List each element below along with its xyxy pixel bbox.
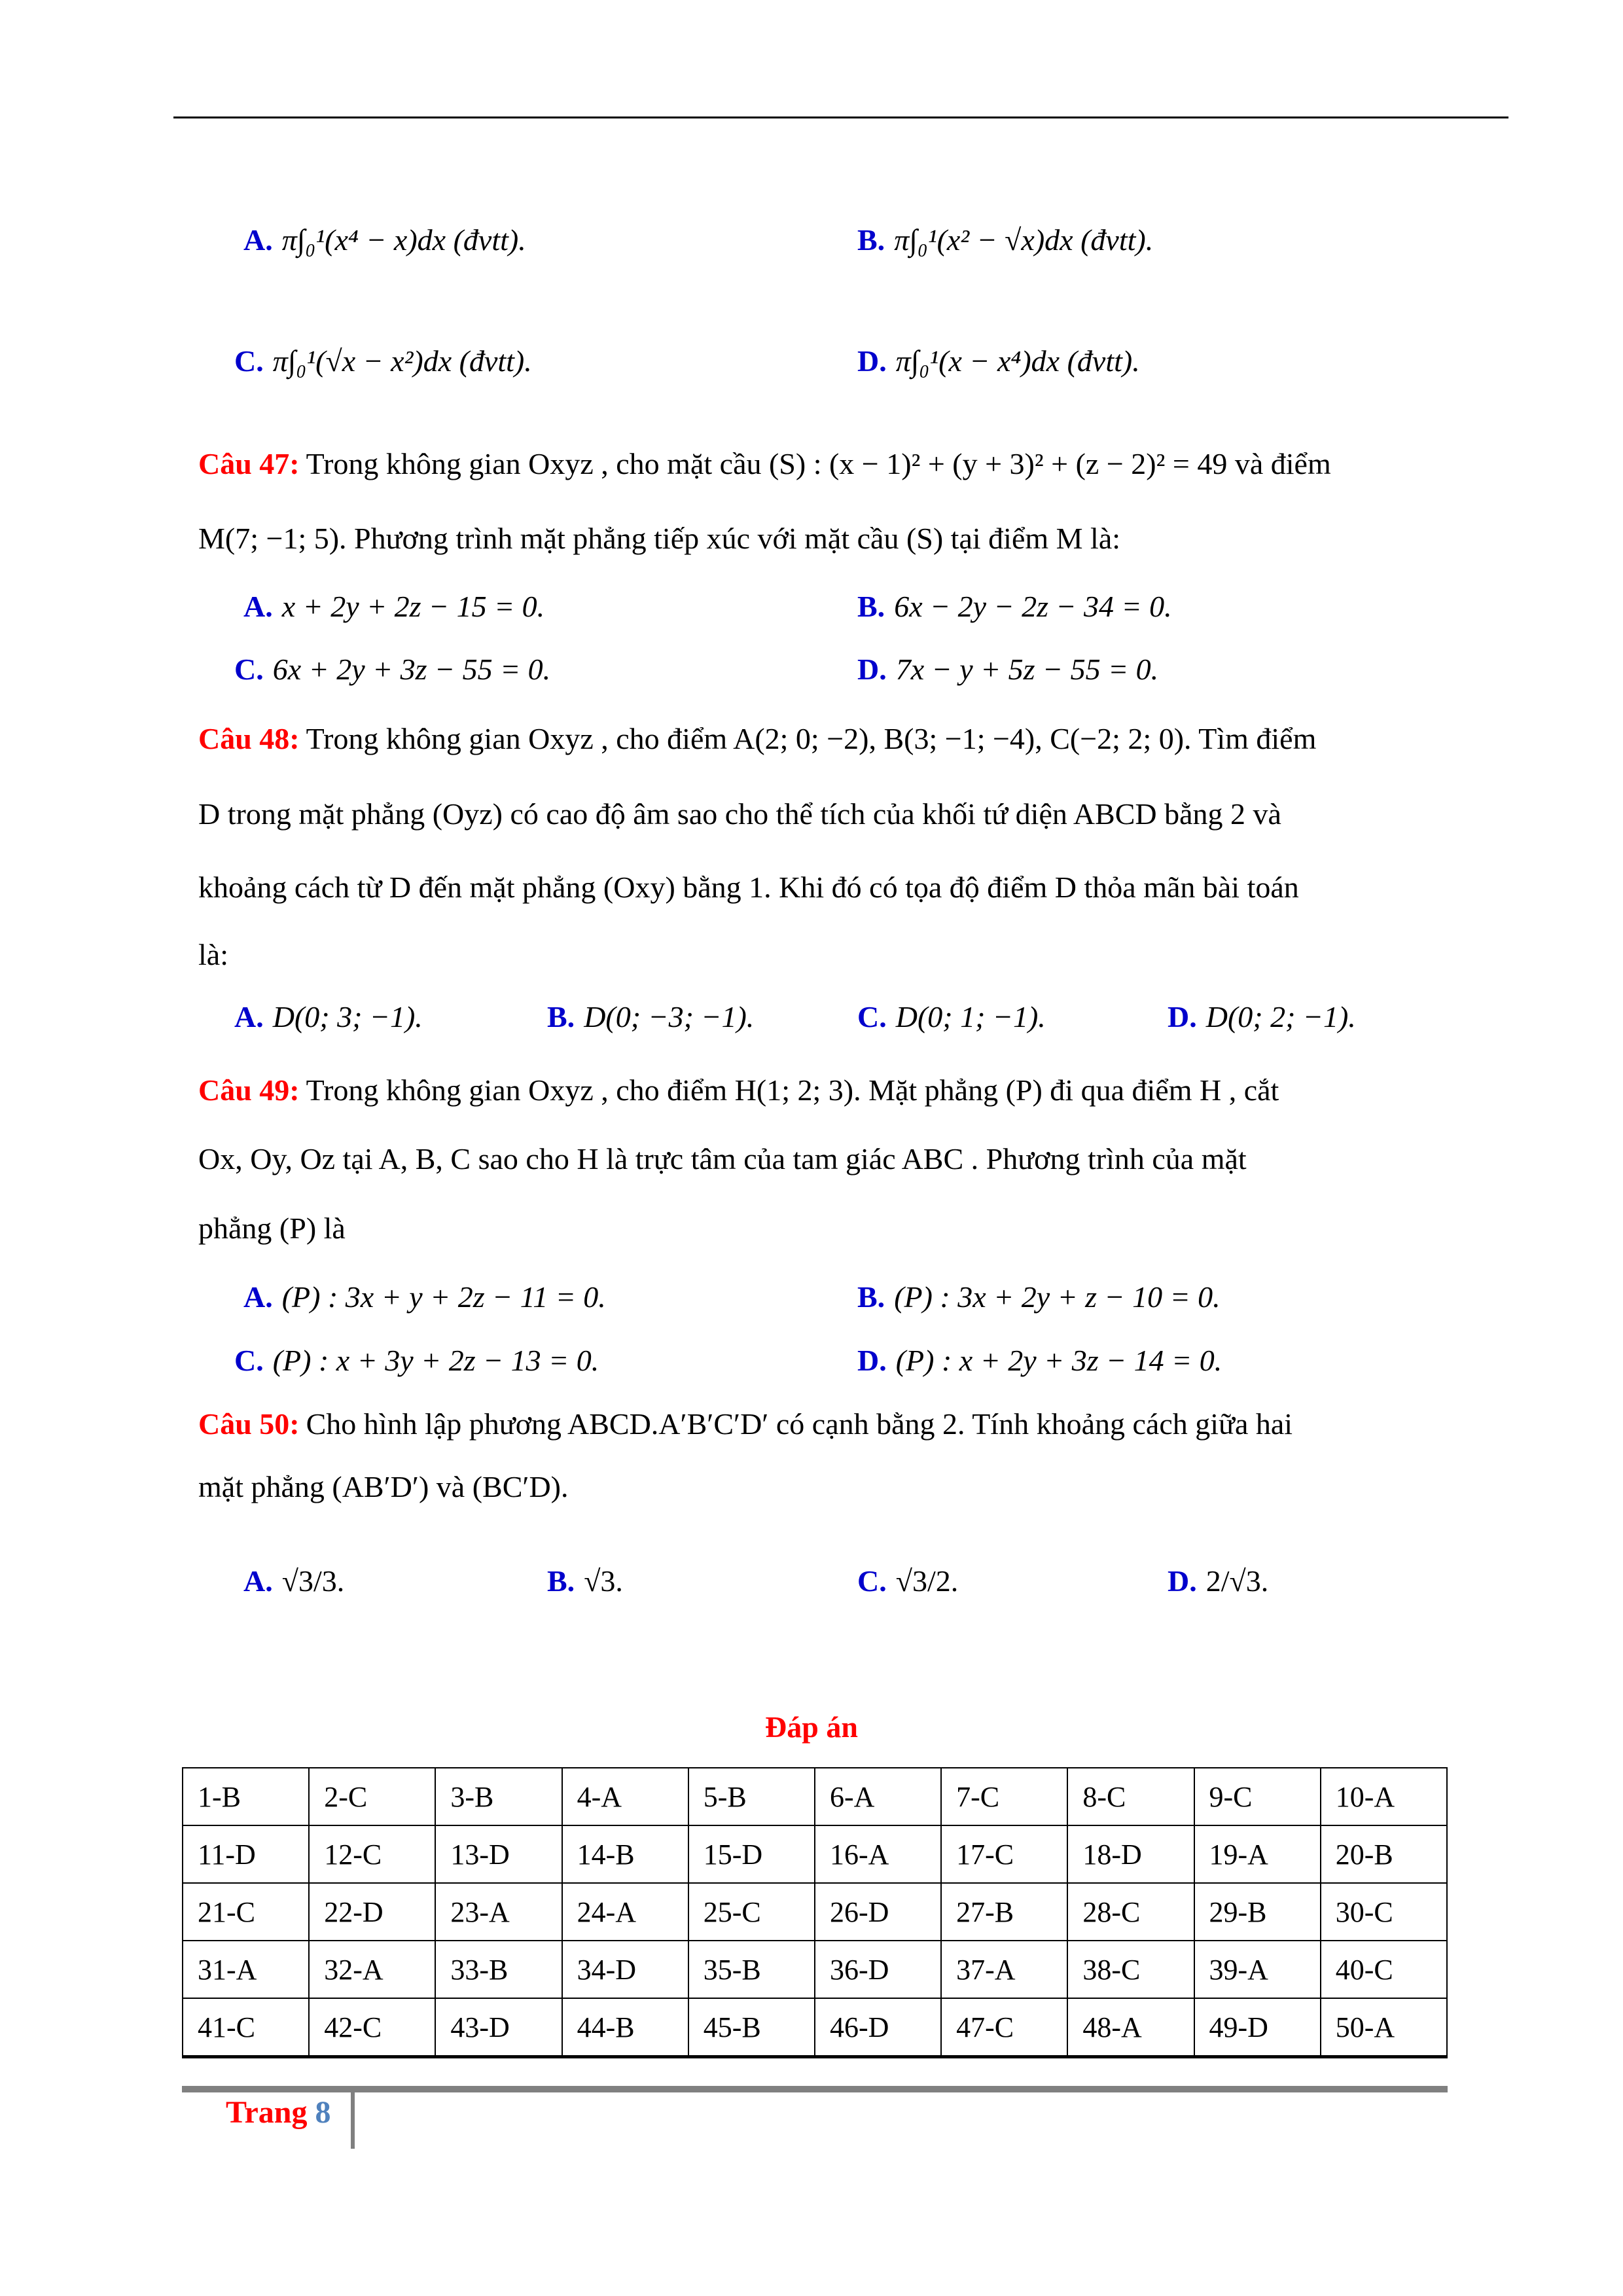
q47-option-b bbox=[857, 589, 1172, 624]
option-text: x + 2y + 2z − 15 = 0. bbox=[281, 590, 545, 623]
answer-cell: 32-A bbox=[309, 1941, 435, 1998]
answer-cell: 48-A bbox=[1067, 1998, 1194, 2057]
answer-cell: 23-A bbox=[435, 1883, 562, 1941]
q47-option-a bbox=[243, 589, 544, 624]
answer-cell: 49-D bbox=[1194, 1998, 1321, 2057]
option-text: (P) : x + 2y + 3z − 14 = 0. bbox=[895, 1344, 1222, 1377]
answer-cell: 2-C bbox=[309, 1768, 435, 1825]
option-label: B. bbox=[857, 590, 885, 623]
answer-cell: 40-C bbox=[1321, 1941, 1447, 1998]
question-text: Trong không gian Oxyz , cho điểm A(2; 0; −2), B(3; −1; −4), C(−2; 2; 0). Tìm điểm bbox=[306, 722, 1317, 755]
answer-cell: 38-C bbox=[1067, 1941, 1194, 1998]
q50-line-1 bbox=[198, 1407, 1435, 1441]
option-label: A. bbox=[243, 1280, 273, 1314]
answer-cell: 37-A bbox=[941, 1941, 1067, 1998]
answer-cell: 7-C bbox=[941, 1768, 1067, 1825]
option-label: C. bbox=[234, 1344, 264, 1377]
answer-cell: 42-C bbox=[309, 1998, 435, 2057]
answer-cell: 45-B bbox=[688, 1998, 815, 2057]
answer-cell: 11-D bbox=[183, 1825, 309, 1883]
answer-cell: 43-D bbox=[435, 1998, 562, 2057]
q48-line-3: khoảng cách từ D đến mặt phẳng (Oxy) bằng 1. Khi đó có tọa độ điểm D thỏa mãn bài toán bbox=[198, 870, 1299, 904]
page-num: 8 bbox=[315, 2095, 331, 2130]
answer-cell: 16-A bbox=[815, 1825, 941, 1883]
q48-option-a bbox=[234, 999, 423, 1034]
answer-cell: 44-B bbox=[562, 1998, 688, 2057]
answer-cell: 31-A bbox=[183, 1941, 309, 1998]
q50-option-a bbox=[243, 1564, 344, 1598]
answer-cell: 9-C bbox=[1194, 1768, 1321, 1825]
option-label: D. bbox=[1168, 1564, 1197, 1598]
q49-option-d bbox=[857, 1343, 1222, 1378]
q46-option-c bbox=[234, 344, 532, 378]
q49-line-2: Ox, Oy, Oz tại A, B, C sao cho H là trực tâm của tam giác ABC . Phương trình của mặt bbox=[198, 1142, 1247, 1175]
option-label: B. bbox=[547, 1564, 575, 1598]
answer-cell: 8-C bbox=[1067, 1768, 1194, 1825]
q48-line-1 bbox=[198, 721, 1435, 756]
option-text: (P) : 3x + y + 2z − 11 = 0. bbox=[281, 1280, 606, 1314]
q47-line-1 bbox=[198, 446, 1435, 481]
answer-cell: 1-B bbox=[183, 1768, 309, 1825]
option-text: 2/√3. bbox=[1205, 1564, 1269, 1598]
answer-cell: 26-D bbox=[815, 1883, 941, 1941]
page-word: Trang bbox=[226, 2095, 308, 2130]
q49-line-3: phẳng (P) là bbox=[198, 1211, 346, 1245]
q48-option-c bbox=[857, 999, 1046, 1034]
q49-line-1 bbox=[198, 1073, 1435, 1107]
q50-option-b bbox=[547, 1564, 623, 1598]
question-text: Trong không gian Oxyz , cho mặt cầu (S) : (x − 1)² + (y + 3)² + (z − 2)² = 49 và điểm bbox=[306, 447, 1331, 480]
answer-cell: 33-B bbox=[435, 1941, 562, 1998]
q47-option-d bbox=[857, 652, 1158, 687]
answer-cell: 4-A bbox=[562, 1768, 688, 1825]
option-label: C. bbox=[857, 1564, 887, 1598]
answer-cell: 18-D bbox=[1067, 1825, 1194, 1883]
page-number bbox=[226, 2094, 330, 2130]
option-label: A. bbox=[234, 1000, 264, 1033]
answers-title: Đáp án bbox=[765, 1710, 858, 1744]
q47-option-c bbox=[234, 652, 550, 687]
header-rule bbox=[173, 117, 1508, 118]
table-row bbox=[183, 1998, 1447, 2057]
option-label: B. bbox=[547, 1000, 575, 1033]
answer-cell: 50-A bbox=[1321, 1998, 1447, 2057]
answer-cell: 41-C bbox=[183, 1998, 309, 2057]
option-label: C. bbox=[234, 653, 264, 686]
answer-cell: 10-A bbox=[1321, 1768, 1447, 1825]
q48-option-d bbox=[1168, 999, 1356, 1034]
option-label: C. bbox=[234, 344, 264, 378]
option-text: π∫₀¹(x − x⁴)dx (đvtt). bbox=[895, 344, 1140, 378]
question-label: Câu 50: bbox=[198, 1407, 300, 1441]
question-label: Câu 47: bbox=[198, 447, 300, 480]
answer-cell: 27-B bbox=[941, 1883, 1067, 1941]
option-text: π∫₀¹(x⁴ − x)dx (đvtt). bbox=[281, 223, 526, 257]
q46-option-d bbox=[857, 344, 1140, 378]
answer-cell: 6-A bbox=[815, 1768, 941, 1825]
answer-cell: 35-B bbox=[688, 1941, 815, 1998]
option-text: (P) : 3x + 2y + z − 10 = 0. bbox=[894, 1280, 1221, 1314]
option-label: B. bbox=[857, 223, 885, 257]
q48-option-b bbox=[547, 999, 754, 1034]
answer-cell: 14-B bbox=[562, 1825, 688, 1883]
option-text: D(0; −3; −1). bbox=[584, 1000, 755, 1033]
q46-option-a bbox=[243, 223, 526, 257]
table-row bbox=[183, 1883, 1447, 1941]
option-label: D. bbox=[1168, 1000, 1197, 1033]
option-label: B. bbox=[857, 1280, 885, 1314]
answer-cell: 12-C bbox=[309, 1825, 435, 1883]
answer-cell: 36-D bbox=[815, 1941, 941, 1998]
q49-option-c bbox=[234, 1343, 599, 1378]
answer-cell: 5-B bbox=[688, 1768, 815, 1825]
option-text: 6x − 2y − 2z − 34 = 0. bbox=[894, 590, 1172, 623]
question-label: Câu 49: bbox=[198, 1073, 300, 1107]
option-label: A. bbox=[243, 223, 273, 257]
option-label: D. bbox=[857, 653, 887, 686]
q48-line-4: là: bbox=[198, 938, 228, 971]
option-label: C. bbox=[857, 1000, 887, 1033]
option-label: D. bbox=[857, 1344, 887, 1377]
q50-line-2: mặt phẳng (AB′D′) và (BC′D). bbox=[198, 1470, 569, 1503]
q46-option-b bbox=[857, 223, 1153, 257]
option-text: D(0; 1; −1). bbox=[895, 1000, 1046, 1033]
answer-cell: 20-B bbox=[1321, 1825, 1447, 1883]
answer-cell: 47-C bbox=[941, 1998, 1067, 2057]
q49-option-a bbox=[243, 1280, 606, 1314]
answer-cell: 21-C bbox=[183, 1883, 309, 1941]
option-text: √3/2. bbox=[895, 1564, 959, 1598]
answer-cell: 15-D bbox=[688, 1825, 815, 1883]
table-row bbox=[183, 1941, 1447, 1998]
option-label: D. bbox=[857, 344, 887, 378]
answer-cell: 19-A bbox=[1194, 1825, 1321, 1883]
q49-option-b bbox=[857, 1280, 1221, 1314]
option-label: A. bbox=[243, 1564, 273, 1598]
option-text: D(0; 3; −1). bbox=[272, 1000, 423, 1033]
question-label: Câu 48: bbox=[198, 722, 300, 755]
q50-option-d bbox=[1168, 1564, 1268, 1598]
footer-divider bbox=[351, 2092, 355, 2149]
q48-line-2: D trong mặt phẳng (Oyz) có cao độ âm sao cho thể tích của khối tứ diện ABCD bằng 2 và bbox=[198, 797, 1281, 831]
option-text: √3. bbox=[584, 1564, 623, 1598]
answer-cell: 25-C bbox=[688, 1883, 815, 1941]
answer-cell: 30-C bbox=[1321, 1883, 1447, 1941]
option-text: D(0; 2; −1). bbox=[1205, 1000, 1356, 1033]
option-text: π∫₀¹(√x − x²)dx (đvtt). bbox=[272, 344, 532, 378]
answer-cell: 22-D bbox=[309, 1883, 435, 1941]
answer-cell: 13-D bbox=[435, 1825, 562, 1883]
question-text: Trong không gian Oxyz , cho điểm H(1; 2; 3). Mặt phẳng (P) đi qua điểm H , cắt bbox=[306, 1073, 1279, 1107]
option-text: 7x − y + 5z − 55 = 0. bbox=[895, 653, 1159, 686]
option-text: π∫₀¹(x² − √x)dx (đvtt). bbox=[894, 223, 1154, 257]
table-row bbox=[183, 1825, 1447, 1883]
option-text: (P) : x + 3y + 2z − 13 = 0. bbox=[272, 1344, 599, 1377]
answer-cell: 28-C bbox=[1067, 1883, 1194, 1941]
q47-line-2: M(7; −1; 5). Phương trình mặt phẳng tiếp xúc với mặt cầu (S) tại điểm M là: bbox=[198, 522, 1121, 555]
answer-cell: 29-B bbox=[1194, 1883, 1321, 1941]
answer-cell: 17-C bbox=[941, 1825, 1067, 1883]
q50-option-c bbox=[857, 1564, 958, 1598]
answer-cell: 46-D bbox=[815, 1998, 941, 2057]
answer-cell: 34-D bbox=[562, 1941, 688, 1998]
table-row bbox=[183, 1768, 1447, 1825]
answer-table bbox=[182, 1767, 1448, 2058]
footer-bar bbox=[182, 2086, 1448, 2092]
question-text: Cho hình lập phương ABCD.A′B′C′D′ có cạnh bằng 2. Tính khoảng cách giữa hai bbox=[306, 1407, 1293, 1441]
option-text: √3/3. bbox=[281, 1564, 345, 1598]
answer-cell: 24-A bbox=[562, 1883, 688, 1941]
answer-cell: 3-B bbox=[435, 1768, 562, 1825]
option-label: A. bbox=[243, 590, 273, 623]
option-text: 6x + 2y + 3z − 55 = 0. bbox=[272, 653, 551, 686]
answer-cell: 39-A bbox=[1194, 1941, 1321, 1998]
